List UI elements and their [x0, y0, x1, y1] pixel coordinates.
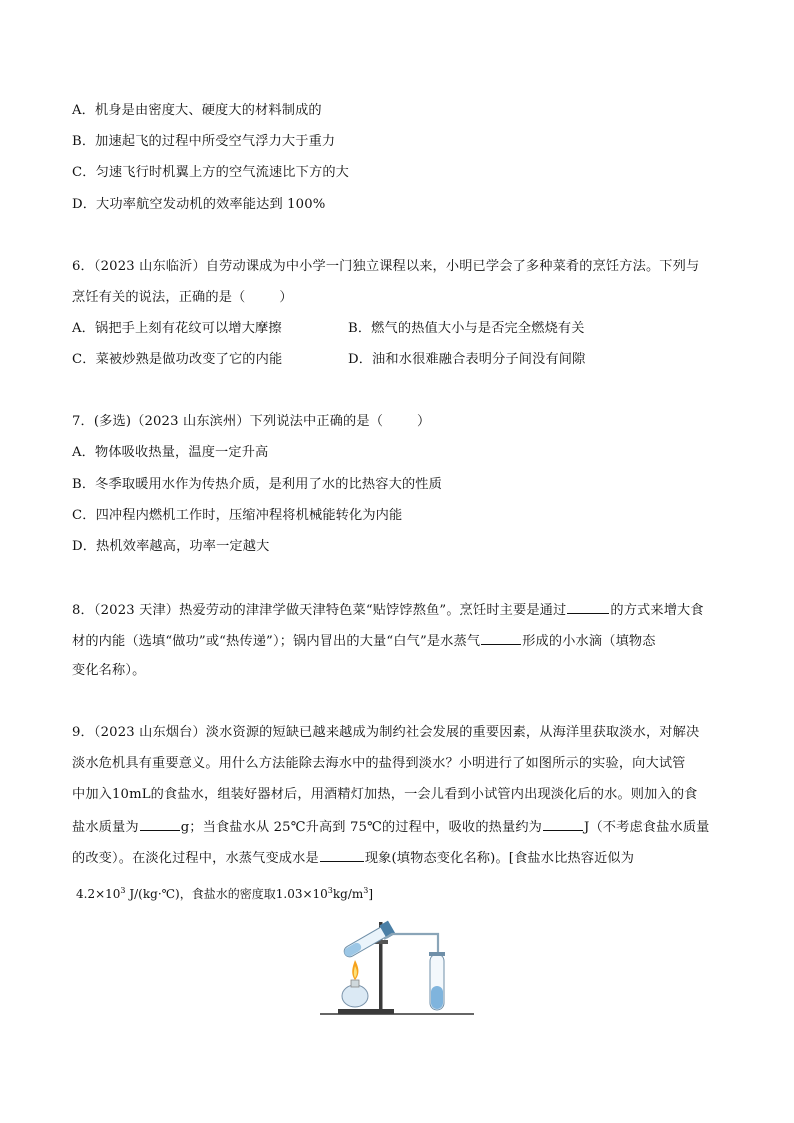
q9-formula-rho-unit: kg/m	[332, 887, 364, 901]
q9-formula-c-unit: J/(kg·℃)，食盐水的密度取1.03×10	[125, 887, 328, 901]
q9-formula-c-exp: 3	[120, 886, 126, 895]
q9-line4	[72, 816, 710, 838]
q9-line5-text: 的改变）。在淡化过程中，水蒸气变成水是	[72, 851, 319, 866]
q9-blank-phase[interactable]	[320, 847, 364, 862]
q7-option-a: A．物体吸收热量，温度一定升高	[72, 445, 269, 460]
q9-line1: 9．（2023 山东烟台）淡水资源的短缺已越来越成为制约社会发展的重要因素，从海洋里获取淡水，对解决	[72, 725, 700, 740]
q7-option-b: B．冬季取暖用水作为传热介质，是利用了水的比热容大的性质	[72, 477, 442, 492]
q9-blank-mass[interactable]	[140, 816, 180, 831]
q7-option-d: D．热机效率越高，功率一定越大	[72, 539, 270, 554]
q5-option-a: A．机身是由密度大、硬度大的材料制成的	[72, 103, 322, 118]
q9-line4-tail: J（不考虑食盐水质量	[584, 820, 710, 835]
q6-stem-close: ）	[279, 290, 293, 305]
q8-line2	[72, 630, 656, 652]
q9-formula-line	[76, 885, 373, 903]
q6-stem-text: 烹饪有关的说法，正确的是（	[72, 290, 246, 305]
q9-line4-text: 盐水质量为	[72, 820, 139, 835]
q9-line5-tail: 现象(填物态变化名称)。[食盐水比热容近似为	[364, 851, 635, 866]
q6-option-b: B．燃气的热值大小与是否完全燃烧有关	[348, 321, 585, 336]
q9-line3: 中加入10mL的食盐水，组装好器材后，用酒精灯加热，一会儿看到小试管内出现淡化后的水。则加入的食	[72, 787, 698, 802]
q8-line1-text: 8．（2023 天津）热爱劳动的津津学做天津特色菜“贴饽饽熬鱼”。烹饪时主要是通过	[72, 603, 567, 618]
q7-stem-close: ）	[417, 414, 431, 429]
distillation-apparatus-icon	[318, 916, 476, 1020]
q6-option-d: D．油和水很难融合表明分子间没有间隙	[348, 352, 586, 367]
q9-line5	[72, 847, 634, 869]
q7-option-c: C．四冲程内燃机工作时，压缩冲程将机械能转化为内能	[72, 508, 403, 523]
q9-formula-end: ]	[368, 887, 374, 901]
q9-formula-c-base: 4.2×10	[76, 887, 121, 901]
q6-option-a: A．锅把手上刻有花纹可以增大摩擦	[72, 321, 282, 336]
q9-line4-mid: g；当食盐水从 25℃升高到 75℃的过程中，吸收的热量约为	[180, 820, 543, 835]
q6-stem-line2	[72, 288, 293, 308]
q7-stem	[72, 412, 430, 432]
q8-line3: 变化名称）。	[72, 663, 146, 678]
q8-line2-tail: 形成的小水滴（填物态	[522, 634, 656, 649]
q6-option-c: C．菜被炒熟是做功改变了它的内能	[72, 352, 283, 367]
q9-blank-heat[interactable]	[543, 816, 583, 831]
q8-line1-tail: 的方式来增大食	[610, 603, 704, 618]
q9-line2: 淡水危机具有重要意义。用什么方法能除去海水中的盐得到淡水？小明进行了如图所示的实验，向大试管	[72, 756, 686, 771]
q5-option-c: C．匀速飞行时机翼上方的空气流速比下方的大	[72, 165, 349, 180]
q8-blank-2[interactable]	[481, 630, 521, 645]
q7-stem-text: 7．(多选)（2023 山东滨州）下列说法中正确的是（	[72, 414, 384, 429]
q8-blank-1[interactable]	[567, 599, 609, 614]
q5-option-d: D．大功率航空发动机的效率能达到 100%	[72, 197, 326, 212]
q8-line2-text: 材的内能（选填“做功”或“热传递”）；锅内冒出的大量“白气”是水蒸气	[72, 634, 481, 649]
q6-stem-line1: 6．（2023 山东临沂）自劳动课成为中小学一门独立课程以来，小明已学会了多种菜肴的烹饪方法。下列与	[72, 259, 700, 274]
q9-formula-rho-exp: 3	[327, 886, 333, 895]
q9-formula-rho-unit-exp: 3	[363, 886, 369, 895]
q5-option-b: B．加速起飞的过程中所受空气浮力大于重力	[72, 134, 336, 149]
q8-line1	[72, 599, 704, 621]
